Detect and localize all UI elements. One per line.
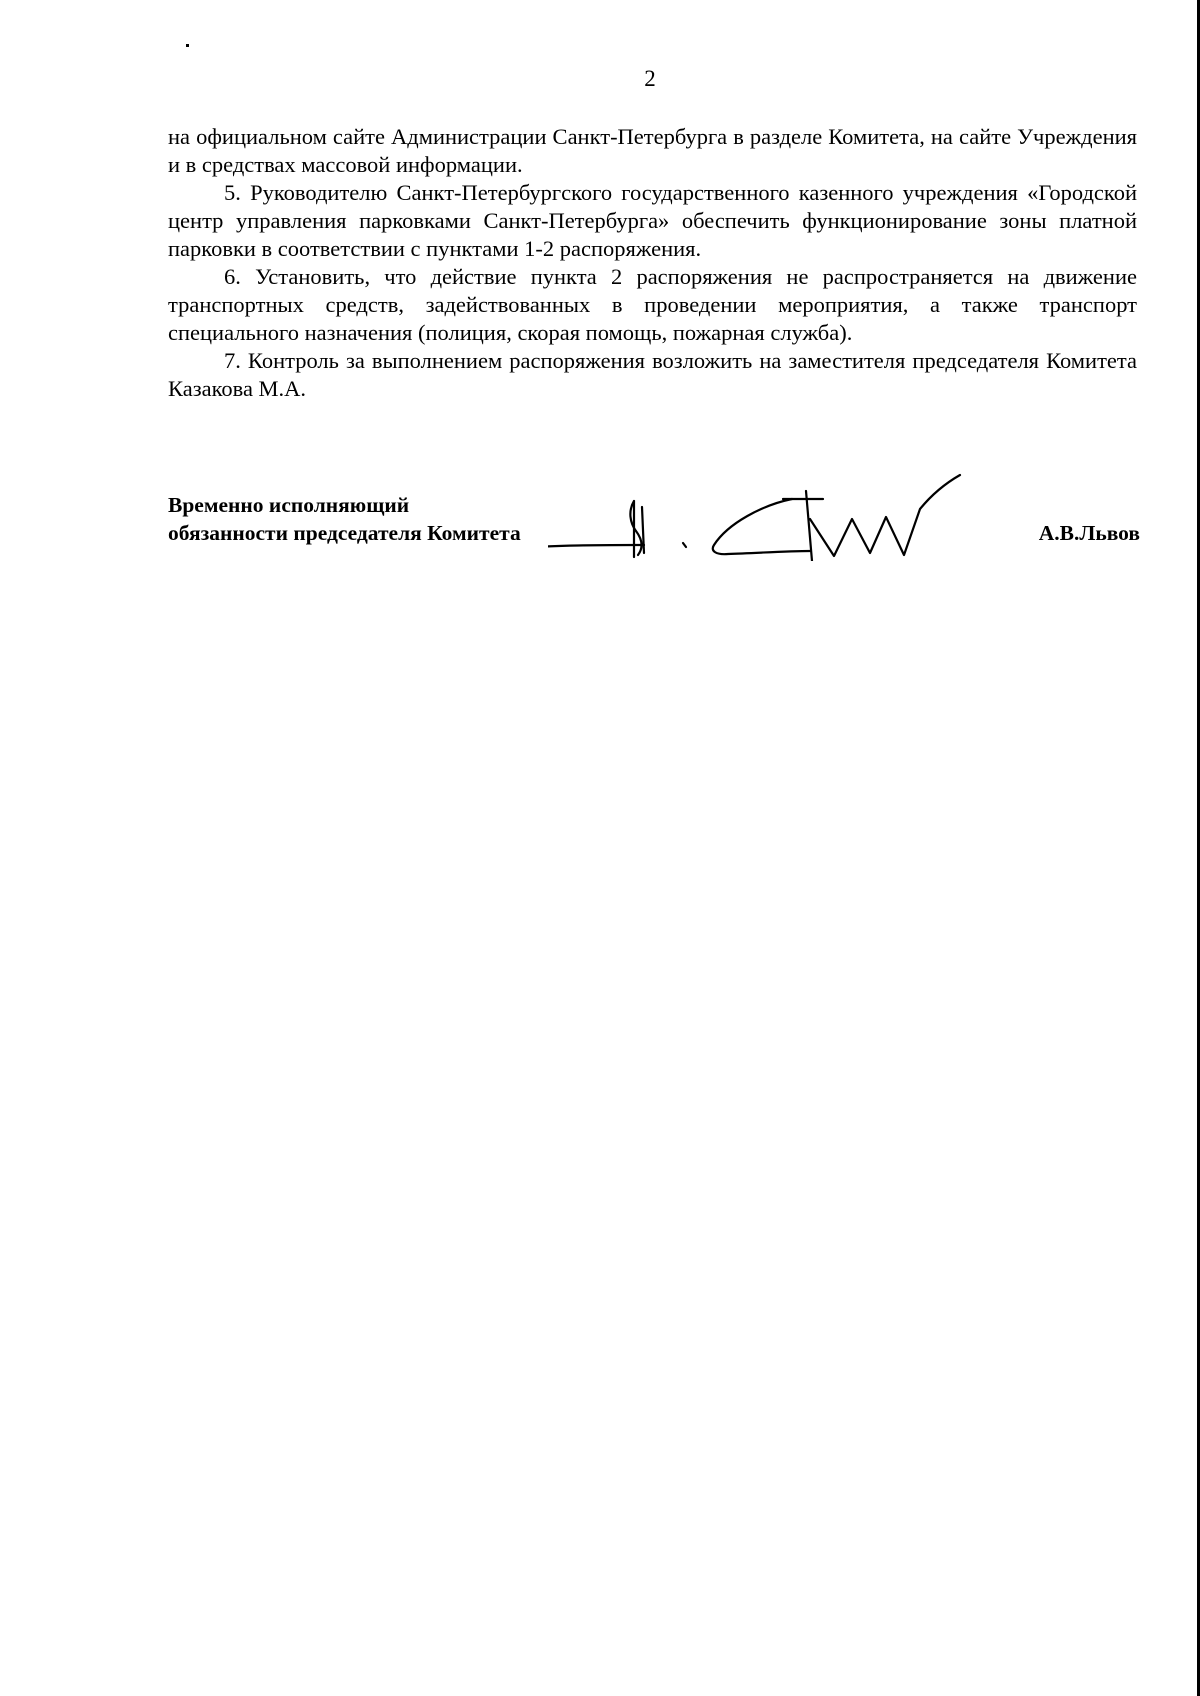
paragraph-item-5: 5. Руководителю Санкт-Петербургского государственного казенного учреждения «Городской центр управления парковками Санкт-Петербурга» обеспечить функционирование зоны платной парковки в соответствии с пунктами 1-2 распоряжения. — [168, 180, 1137, 261]
signature-stroke-underline — [548, 545, 644, 549]
paragraph-continuation: на официальном сайте Администрации Санкт-Петербурга в разделе Комитета, на сайте Учреждения и в средствах массовой информации. — [168, 124, 1137, 177]
signature-stroke-initial — [630, 501, 641, 557]
document-body — [168, 123, 1137, 403]
signatory-title-line-1: Временно исполняющий — [168, 493, 410, 517]
signature-stroke-dot — [683, 543, 686, 547]
signature-block — [168, 491, 1140, 561]
signature-stroke-zigzag — [810, 475, 960, 556]
signatory-title-line-2: обязанности председателя Комитета — [168, 521, 521, 545]
scan-speck — [186, 44, 189, 47]
signatory-title — [168, 491, 521, 547]
paragraph-item-7: 7. Контроль за выполнением распоряжения возложить на заместителя председателя Комитета Казакова М.А. — [168, 348, 1137, 401]
signature-stroke-loop — [713, 499, 810, 554]
handwritten-signature — [548, 461, 1028, 561]
paragraph-item-6: 6. Установить, что действие пункта 2 распоряжения не распространяется на движение транспортных средств, задействованных в проведении мероприятия, а также транспорт специального назначения (полиция, скорая помощь, пожарная служба). — [168, 264, 1137, 345]
page-number: 2 — [644, 66, 656, 91]
signatory-name: А.В.Львов — [1038, 521, 1140, 545]
